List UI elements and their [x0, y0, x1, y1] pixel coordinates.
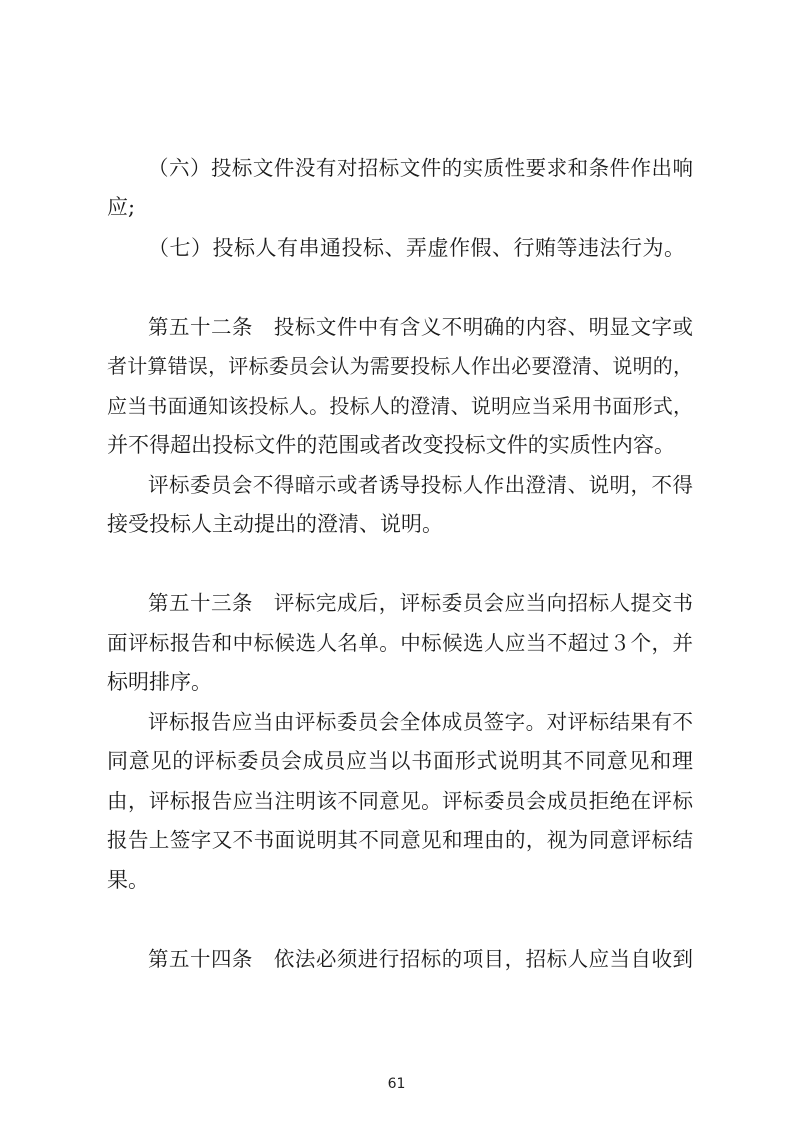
text-line-18: 第五十四条 依法必须进行招标的项目，招标人应当自收到	[148, 947, 693, 971]
text-line-8: 评标委员会不得暗示或者诱导投标人作出澄清、说明，不得	[148, 473, 693, 497]
text-line-5: 者计算错误，评标委员会认为需要投标人作出必要澄清、说明的，	[107, 354, 693, 378]
text-line-6: 应当书面通知该投标人。投标人的澄清、说明应当采用书面形式，	[107, 394, 693, 418]
text-line-3: （七）投标人有串通投标、弄虚作假、行贿等违法行为。	[148, 236, 685, 260]
text-line-9: 接受投标人主动提出的澄清、说明。	[107, 512, 443, 536]
text-line-7: 并不得超出投标文件的范围或者改变投标文件的实质性内容。	[107, 433, 675, 457]
page-number: 61	[387, 1076, 406, 1092]
text-line-14: 同意见的评标委员会成员应当以书面形式说明其不同意见和理	[107, 749, 693, 773]
text-line-16: 报告上签字又不书面说明其不同意见和理由的，视为同意评标结	[107, 828, 693, 852]
text-line-17: 果。	[107, 868, 149, 892]
text-line-10: 第五十三条 评标完成后，评标委员会应当向招标人提交书	[148, 591, 693, 615]
text-line-2: 应;	[107, 195, 136, 219]
text-line-13: 评标报告应当由评标委员会全体成员签字。对评标结果有不	[148, 710, 693, 734]
text-line-4: 第五十二条 投标文件中有含义不明确的内容、明显文字或	[148, 315, 693, 339]
text-line-1: （六）投标文件没有对招标文件的实质性要求和条件作出响	[148, 156, 693, 180]
text-line-12: 标明排序。	[107, 670, 212, 694]
text-line-15: 由，评标报告应当注明该不同意见。评标委员会成员拒绝在评标	[107, 789, 693, 813]
text-line-11: 面评标报告和中标候选人名单。中标候选人应当不超过３个，并	[107, 631, 693, 655]
